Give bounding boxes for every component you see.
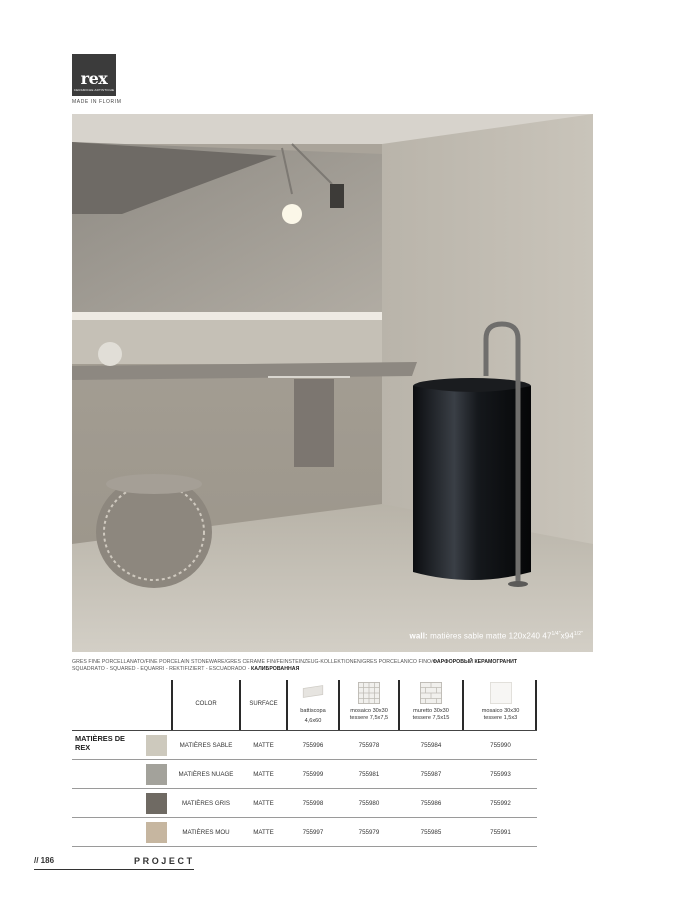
brand-caption: MADE IN FLORIM bbox=[72, 99, 122, 105]
brick-pattern-icon bbox=[420, 682, 442, 704]
table-row bbox=[72, 732, 537, 760]
material-description bbox=[72, 659, 592, 673]
cell-c2: 755979 bbox=[358, 829, 380, 836]
cell-name: MATIÈRES GRIS bbox=[181, 800, 231, 807]
collection-rule bbox=[72, 730, 172, 731]
fine-mosaic-icon bbox=[490, 682, 512, 704]
row-rule bbox=[72, 759, 537, 760]
header-surface-label: SURFACE bbox=[249, 701, 278, 707]
row-rule bbox=[72, 817, 537, 818]
bathroom-scene-illustration bbox=[72, 114, 593, 652]
description-line-2-bold: КАЛИБРОВАННАЯ bbox=[251, 666, 300, 672]
cell-surface: MATTE bbox=[253, 829, 274, 836]
color-swatch bbox=[146, 764, 167, 785]
header-battiscopa-name: battiscopa bbox=[300, 708, 326, 714]
cell-c4: 755990 bbox=[490, 742, 511, 749]
cell-name: MATIÈRES MOU bbox=[182, 829, 230, 836]
header-mosaico-small-text bbox=[464, 708, 537, 721]
header-battiscopa-text bbox=[288, 708, 338, 724]
header-mosaico-7x7-text bbox=[340, 708, 398, 721]
caption-text: matières sable matte 120x240 47 bbox=[430, 632, 552, 641]
row-rule bbox=[72, 846, 537, 847]
caption-sup-1: 1/4" bbox=[551, 631, 561, 638]
header-surface bbox=[241, 680, 286, 730]
header-mosaico-7x7-size: tessere 7,5x7,5 bbox=[349, 714, 389, 721]
cell-c3: 755987 bbox=[420, 771, 442, 778]
interior-photo bbox=[72, 114, 593, 652]
cell-c4: 755992 bbox=[490, 800, 511, 807]
caption-mid: x94 bbox=[560, 632, 574, 641]
cell-c1: 755999 bbox=[302, 771, 324, 778]
header-muretto bbox=[400, 680, 462, 730]
caption-sup-2: 1/2" bbox=[573, 631, 583, 638]
cell-c3: 755984 bbox=[420, 742, 442, 749]
cell-c3: 755986 bbox=[420, 800, 442, 807]
header-mosaico-7x7 bbox=[340, 680, 398, 730]
description-line-1-text: GRES FINE PORCELLANATO/FINE PORCELAIN STONEWARE/GRES CERAME FIN/FEINSTEINZEUG-KOLLEKTIONEN/GRES PORCELANICO FINO/ bbox=[72, 659, 433, 665]
color-swatch bbox=[146, 735, 167, 756]
header-rule bbox=[172, 730, 537, 731]
brand-tagline: CERAMICHE ARTISTICHE bbox=[73, 88, 115, 92]
brand-logo bbox=[72, 54, 116, 96]
brand-name: rex bbox=[80, 69, 108, 88]
photo-caption bbox=[410, 631, 584, 641]
row-rule bbox=[72, 788, 537, 789]
header-muretto-text bbox=[400, 708, 462, 721]
description-line-2 bbox=[72, 666, 592, 673]
description-line-2-text: SQUADRATO - SQUARED - EQUARRI - REKTIFIZIERT - ESCUADRADO - bbox=[72, 666, 252, 672]
cell-surface: MATTE bbox=[253, 800, 274, 807]
header-battiscopa bbox=[288, 680, 338, 730]
cell-surface: MATTE bbox=[253, 742, 274, 749]
page-number: // 186 bbox=[34, 856, 55, 865]
cell-c1: 755996 bbox=[302, 742, 324, 749]
header-divider bbox=[535, 680, 537, 730]
description-line-1-bold: ФАРФОРОВЫЙ КЕРАМОГРАНИТ bbox=[432, 659, 518, 665]
mosaic-grid-icon bbox=[358, 682, 380, 704]
table-header bbox=[72, 680, 537, 730]
cell-c1: 755998 bbox=[302, 800, 324, 807]
header-color bbox=[173, 680, 239, 730]
cell-name: MATIÈRES SABLE bbox=[179, 742, 233, 749]
footer-rule bbox=[34, 869, 194, 870]
cell-c2: 755981 bbox=[358, 771, 380, 778]
header-color-label: COLOR bbox=[195, 701, 217, 707]
caption-label: wall: bbox=[409, 632, 428, 641]
cell-name: MATIÈRES NUAGE bbox=[178, 771, 234, 778]
header-mosaico-small bbox=[464, 680, 537, 730]
cell-c1: 755997 bbox=[302, 829, 324, 836]
cell-c2: 755978 bbox=[358, 742, 380, 749]
header-mosaico-small-name: mosaico 30x30 bbox=[481, 708, 520, 714]
cell-c4: 755991 bbox=[490, 829, 511, 836]
cell-c3: 755985 bbox=[420, 829, 442, 836]
table-row bbox=[72, 761, 537, 789]
table-row bbox=[72, 790, 537, 818]
cell-surface: MATTE bbox=[253, 771, 274, 778]
header-mosaico-7x7-name: mosaico 30x30 bbox=[350, 708, 388, 714]
header-muretto-name: muretto 30x30 bbox=[413, 708, 449, 714]
color-swatch bbox=[146, 793, 167, 814]
description-line-1 bbox=[72, 659, 592, 666]
header-mosaico-small-size: tessere 1,5x3 bbox=[483, 714, 518, 721]
table-row bbox=[72, 819, 537, 847]
color-swatch bbox=[146, 822, 167, 843]
collection-title: MATIÈRES DE REX bbox=[75, 734, 125, 752]
cell-c4: 755993 bbox=[490, 771, 511, 778]
cell-c2: 755980 bbox=[358, 800, 380, 807]
header-battiscopa-size: 4,6x60 bbox=[304, 717, 322, 724]
battiscopa-icon bbox=[300, 684, 326, 702]
product-table bbox=[72, 680, 537, 836]
header-muretto-size: tessere 7,5x15 bbox=[412, 714, 450, 721]
section-title: PROJECT bbox=[134, 856, 195, 866]
